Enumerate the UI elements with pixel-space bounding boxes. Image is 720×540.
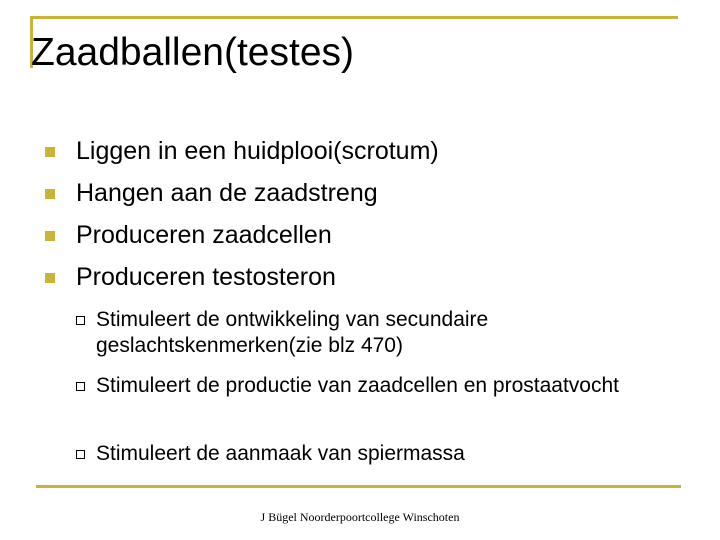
footer-credit: J Bügel Noorderpoortcollege Winschoten bbox=[260, 510, 460, 524]
slide-title: Zaadballen(testes) bbox=[31, 31, 355, 74]
square-bullet-icon bbox=[45, 231, 55, 241]
sub-bullet-item bbox=[96, 441, 656, 467]
sub-bullet-text: Stimuleert de ontwikkeling van secundaire geslachtskenmerken(zie blz 470) bbox=[96, 308, 489, 357]
hollow-square-bullet-icon bbox=[76, 316, 85, 325]
square-bullet-icon bbox=[45, 273, 55, 283]
square-bullet-icon bbox=[45, 189, 55, 199]
bullet-text: Produceren zaadcellen bbox=[76, 221, 332, 249]
bullet-item bbox=[76, 220, 332, 250]
sub-bullet-item bbox=[96, 307, 656, 359]
hollow-square-bullet-icon bbox=[76, 382, 85, 391]
title-frame-top-line bbox=[30, 16, 678, 19]
bullet-text: Hangen aan de zaadstreng bbox=[76, 179, 378, 207]
square-bullet-icon bbox=[45, 147, 55, 157]
bullet-text: Liggen in een huidplooi(scrotum) bbox=[76, 137, 439, 165]
hollow-square-bullet-icon bbox=[76, 450, 85, 459]
bullet-item bbox=[76, 178, 378, 208]
bullet-text: Produceren testosteron bbox=[76, 263, 336, 291]
sub-bullet-text: Stimuleert de aanmaak van spiermassa bbox=[96, 442, 465, 465]
sub-bullet-item bbox=[96, 373, 656, 399]
footer-divider bbox=[36, 485, 681, 488]
sub-bullet-text: Stimuleert de productie van zaadcellen en prostaatvocht bbox=[96, 374, 619, 397]
bullet-item bbox=[76, 136, 439, 166]
bullet-item bbox=[76, 262, 336, 292]
